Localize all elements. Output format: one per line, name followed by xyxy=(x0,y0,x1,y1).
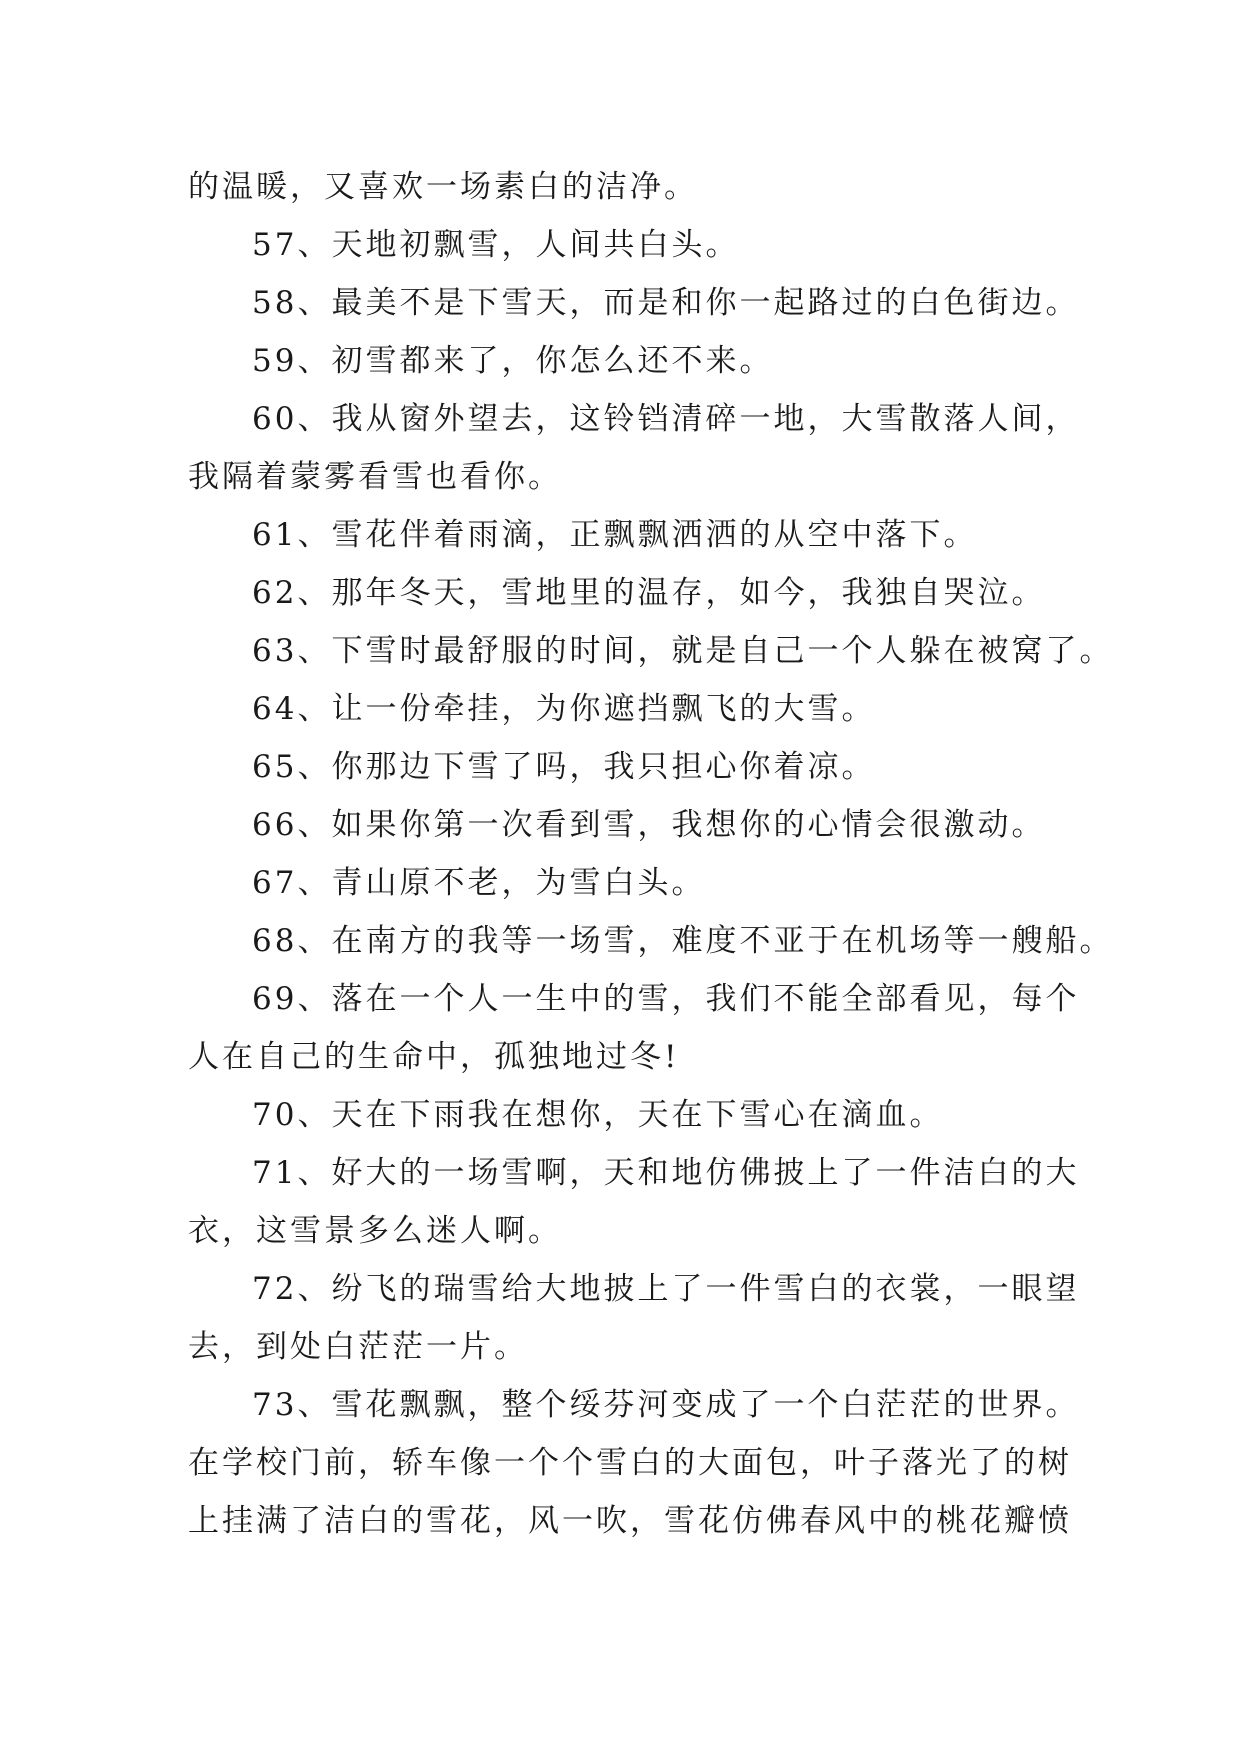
paragraph-line: 66、如果你第一次看到雪，我想你的心情会很激动。 xyxy=(252,807,1046,843)
paragraph-line: 62、那年冬天，雪地里的温存，如今，我独自哭泣。 xyxy=(252,575,1046,611)
paragraph-line: 58、最美不是下雪天，而是和你一起路过的白色街边。 xyxy=(252,285,1080,321)
paragraph-line: 人在自己的生命中，孤独地过冬! xyxy=(188,1039,680,1075)
paragraph-line: 59、初雪都来了，你怎么还不来。 xyxy=(252,343,774,379)
paragraph-line: 64、让一份牵挂，为你遮挡飘飞的大雪。 xyxy=(252,691,876,727)
paragraph-line: 63、下雪时最舒服的时间，就是自己一个人躲在被窝了。 xyxy=(252,633,1114,669)
paragraph-line: 71、好大的一场雪啊，天和地仿佛披上了一件洁白的大 xyxy=(252,1155,1080,1191)
document-body xyxy=(188,158,1114,1550)
paragraph-line: 57、天地初飘雪，人间共白头。 xyxy=(252,227,740,263)
paragraph-line: 在学校门前，轿车像一个个雪白的大面包，叶子落光了的树 xyxy=(188,1445,1072,1481)
paragraph-line: 70、天在下雨我在想你，天在下雪心在滴血。 xyxy=(252,1097,944,1133)
paragraph-line: 60、我从窗外望去，这铃铛清碎一地，大雪散落人间， xyxy=(252,401,1080,437)
paragraph-line: 68、在南方的我等一场雪，难度不亚于在机场等一艘船。 xyxy=(252,923,1114,959)
paragraph-line: 衣，这雪景多么迷人啊。 xyxy=(188,1213,562,1249)
paragraph-line: 的温暖，又喜欢一场素白的洁净。 xyxy=(188,169,698,205)
paragraph-line: 去，到处白茫茫一片。 xyxy=(188,1329,528,1365)
paragraph-line: 73、雪花飘飘，整个绥芬河变成了一个白茫茫的世界。 xyxy=(252,1387,1080,1423)
paragraph-line: 61、雪花伴着雨滴，正飘飘洒洒的从空中落下。 xyxy=(252,517,978,553)
paragraph-line: 我隔着蒙雾看雪也看你。 xyxy=(188,459,562,495)
paragraph-line: 67、青山原不老，为雪白头。 xyxy=(252,865,706,901)
paragraph-line: 69、落在一个人一生中的雪，我们不能全部看见，每个 xyxy=(252,981,1080,1017)
paragraph-line: 上挂满了洁白的雪花，风一吹，雪花仿佛春风中的桃花瓣愤 xyxy=(188,1503,1072,1539)
paragraph-line: 65、你那边下雪了吗，我只担心你着凉。 xyxy=(252,749,876,785)
paragraph-line: 72、纷飞的瑞雪给大地披上了一件雪白的衣裳，一眼望 xyxy=(252,1271,1080,1307)
